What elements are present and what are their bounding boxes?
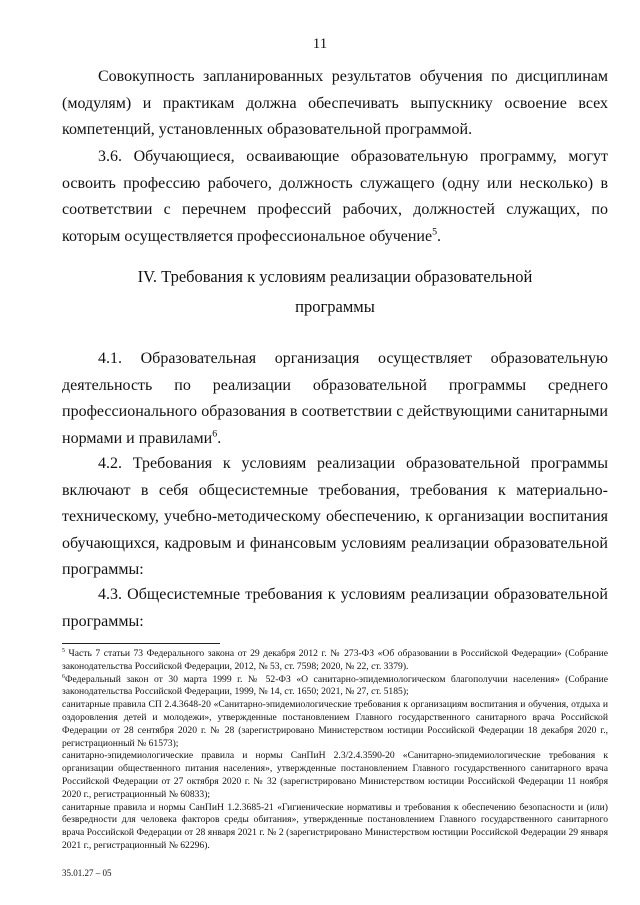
footnote-6 <box>62 674 608 700</box>
document-code: 35.01.27 – 05 <box>62 868 112 878</box>
section-heading <box>62 262 608 322</box>
paragraph-3-6-end: . <box>437 227 442 245</box>
footnote-6-text: Федеральный закон от 30 марта 1999 г. № 52-ФЗ «О санитарно-эпидемиологическом благополучии населения» (Собрание законодательства Российской Федерации, 1999, № 14, ст. 1650; 2021, № 27, ст. 5185); <box>62 673 608 698</box>
paragraph-4-1-text: 4.1. Образовательная организация осуществляет образовательную деятельность по реализации образовательной программы среднего профессионального образования в соответствии с действующими санитарными нормами и правилами <box>62 350 608 447</box>
footnote-5 <box>62 648 608 674</box>
section-heading-line1: IV. Требования к условиям реализации образовательной <box>137 267 533 286</box>
paragraph-3-6 <box>62 144 608 250</box>
paragraph-learning-outcomes: Совокупность запланированных результатов обучения по дисциплинам (модулям) и практикам должна обеспечивать выпускнику освоение всех компетенций, установленных образовательной программой. <box>62 68 608 138</box>
footnote-6-sanpin-1-2-3685: санитарные правила и нормы СанПиН 1.2.3685-21 «Гигиенические нормативы и требования к обеспечению безопасности и (или) безвредности для человека факторов среды обитания», утвержденные постановлением Главного государственного санитарного врача Российской Федерации от 28 января 2021 г. № 2 (зарегистрировано Министерством юстиции Российской Федерации 29 января 2021 г., регистрационный № 62296). <box>62 801 608 851</box>
footnote-5-text: Часть 7 статьи 73 Федерального закона от 29 декабря 2012 г. № 273-ФЗ «Об образовании в Российской Федерации» (Собрание законодательства Российской Федерации, 2012, № 53, ст. 7598; 2020, № 22, ст. 3379). <box>62 648 608 672</box>
footnote-6-number: 6 <box>62 673 65 680</box>
footnote-ref-6[interactable]: 6 <box>212 428 218 440</box>
footnotes <box>62 648 608 853</box>
paragraph-4-1-end: . <box>217 429 222 447</box>
paragraph-3-6-text: 3.6. Обучающиеся, осваивающие образовательную программу, могут освоить профессию рабочего, должность служащего (одну или несколько) в соответствии с перечнем профессий рабочих, должностей служащих, по которым осуществляется профессиональное обучение <box>62 148 608 245</box>
footnote-6-sp-2-4-3648: санитарные правила СП 2.4.3648-20 «Санитарно-эпидемиологические требования к организациям воспитания и обучения, отдыха и оздоровления детей и молодежи», утвержденные постановлением Главного государственного санитарного врача Российской Федерации от 28 сентября 2020 г. № 28 (зарегистрировано Министерством юстиции Российской Федерации 18 декабря 2020 г., регистрационный № 61573); <box>62 699 608 749</box>
paragraph-4-3: 4.3. Общесистемные требования к условиям реализации образовательной программы: <box>62 586 608 630</box>
footnote-separator <box>62 643 220 644</box>
footnote-ref-5[interactable]: 5 <box>432 226 438 238</box>
footnote-5-number: 5 <box>62 647 65 654</box>
paragraph-4-1 <box>62 346 608 452</box>
paragraph-4-2: 4.2. Требования к условиям реализации образовательной программы включают в себя общесистемные требования, требования к материально-техническому, учебно-методическому обеспечению, к организации воспитания обучающихся, кадровым и финансовым условиям реализации образовательной программы: <box>62 455 608 578</box>
footnote-6-sanpin-2-3-2-4-3590: санитарно-эпидемиологические правила и нормы СанПиН 2.3/2.4.3590-20 «Санитарно-эпидемиологические требования к организации общественного питания населения», утвержденные постановлением Главного государственного санитарного врача Российской Федерации от 27 октября 2020 г. № 32 (зарегистрировано Министерством юстиции Российской Федерации 11 ноября 2020 г., регистрационный № 60833); <box>62 750 608 800</box>
section-heading-line2: программы <box>295 297 375 316</box>
page-number: 11 <box>312 36 328 52</box>
